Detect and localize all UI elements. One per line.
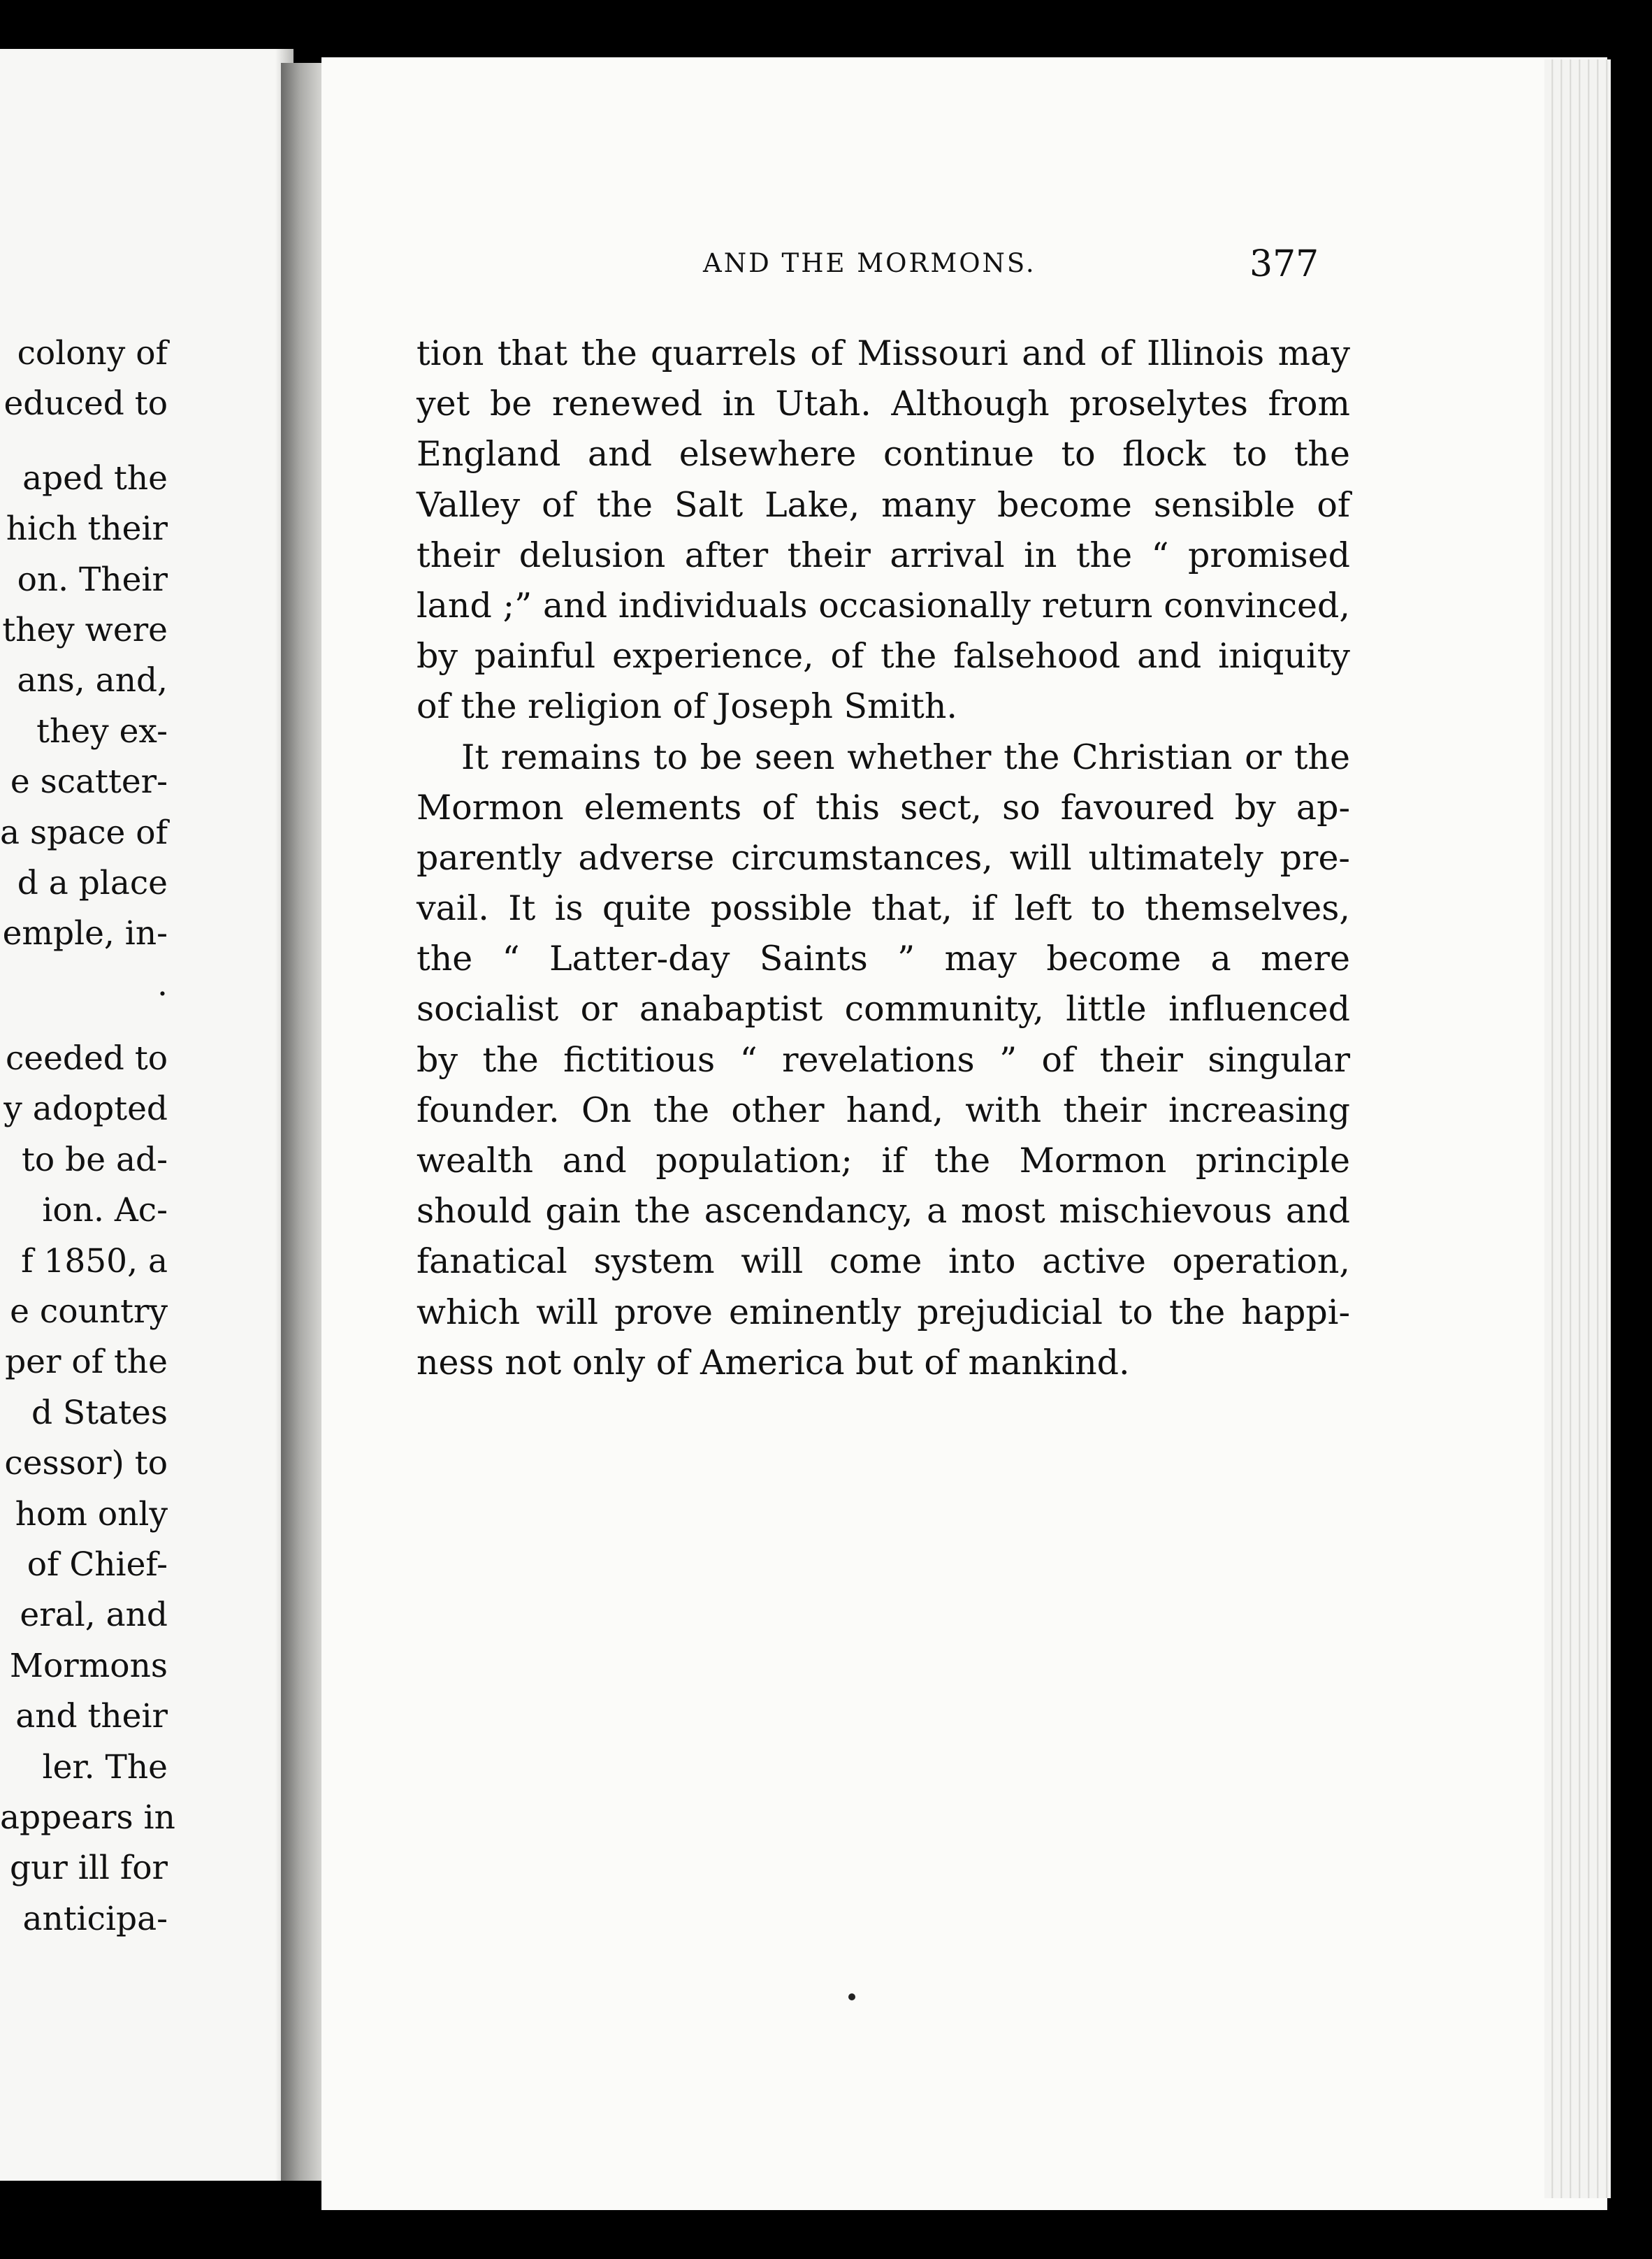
left-line: a space of <box>0 813 168 852</box>
left-line: they ex- <box>36 712 168 751</box>
text-line: tion that the quarrels of Missouri and of Illinois may <box>416 333 1350 373</box>
book-gutter <box>281 63 323 2181</box>
text-line: parently adverse circumstances, will ultimately pre- <box>416 837 1350 878</box>
left-line: ans, and, <box>17 661 168 700</box>
left-line: per of the <box>5 1343 168 1382</box>
left-line: of Chief- <box>27 1545 168 1584</box>
text-line: the “ Latter-day Saints ” may become a mere <box>416 939 1350 979</box>
text-line: yet be renewed in Utah. Although proselytes from <box>416 384 1350 424</box>
running-head: AND THE MORMONS. <box>703 248 1036 278</box>
left-line: ion. Ac- <box>42 1191 168 1230</box>
text-line: England and elsewhere continue to flock to the <box>416 434 1350 475</box>
left-line: hich their <box>6 510 168 549</box>
ink-speck <box>848 1993 855 2000</box>
left-line: f 1850, a <box>21 1241 168 1280</box>
text-line: of the religion of Joseph Smith. <box>416 686 957 727</box>
left-line: ler. The <box>42 1747 168 1787</box>
left-line: educed to <box>3 384 168 424</box>
left-line: . <box>157 965 168 1004</box>
left-line: d a place <box>17 863 168 902</box>
left-line: emple, in- <box>2 914 168 953</box>
text-line: ness not only of America but of mankind. <box>416 1342 1130 1383</box>
text-line: wealth and population; if the Mormon principle <box>416 1141 1350 1181</box>
text-line: Valley of the Salt Lake, many become sensible of <box>416 484 1350 525</box>
left-line: Mormons <box>9 1646 168 1685</box>
left-line: they were <box>2 610 168 649</box>
left-line: y adopted <box>3 1090 168 1129</box>
left-line: cessor) to <box>4 1444 168 1483</box>
left-line: to be ad- <box>22 1140 168 1179</box>
left-page-text <box>0 329 175 1944</box>
text-line: It remains to be seen whether the Christian or the <box>461 737 1350 777</box>
paragraph-1 <box>416 329 1350 732</box>
text-line: which will prove eminently prejudicial to the happi- <box>416 1292 1350 1332</box>
left-line: hom only <box>15 1494 168 1533</box>
text-line: Mormon elements of this sect, so favoured by ap- <box>416 787 1350 828</box>
left-line: anticipa- <box>22 1899 168 1938</box>
left-line: and their <box>15 1697 168 1736</box>
text-line: founder. On the other hand, with their increasing <box>416 1090 1350 1130</box>
left-gap <box>0 430 168 454</box>
scan-mark <box>587 0 608 13</box>
paragraph-2 <box>416 732 1350 1388</box>
left-line: eral, and <box>20 1596 168 1635</box>
left-line: on. Their <box>17 560 168 599</box>
text-line: by painful experience, of the falsehood and iniquity <box>416 636 1350 677</box>
left-line: appears in <box>0 1798 175 1837</box>
text-line: socialist or anabaptist community, little influenced <box>416 989 1350 1030</box>
text-line: their delusion after their arrival in the “ promised <box>416 535 1350 575</box>
text-line: vail. It is quite possible that, if left to themselves, <box>416 888 1350 929</box>
body-text <box>416 329 1350 1388</box>
left-line: e scatter- <box>10 763 168 802</box>
text-line: fanatical system will come into active operation, <box>416 1241 1350 1282</box>
left-gap <box>0 1010 168 1034</box>
page-edges <box>1544 59 1611 2198</box>
left-line: d States <box>31 1393 168 1432</box>
left-line: gur ill for <box>10 1849 168 1888</box>
text-line: should gain the ascendancy, a most mischievous and <box>416 1191 1350 1232</box>
left-line: ceeded to <box>5 1039 168 1078</box>
left-line: e country <box>10 1292 168 1331</box>
text-line: land ;” and individuals occasionally return convinced, <box>416 585 1350 626</box>
left-line: colony of <box>17 334 168 373</box>
text-line: by the fictitious “ revelations ” of their singular <box>416 1039 1350 1080</box>
left-line: aped the <box>22 459 168 498</box>
page-number: 377 <box>1249 243 1319 285</box>
